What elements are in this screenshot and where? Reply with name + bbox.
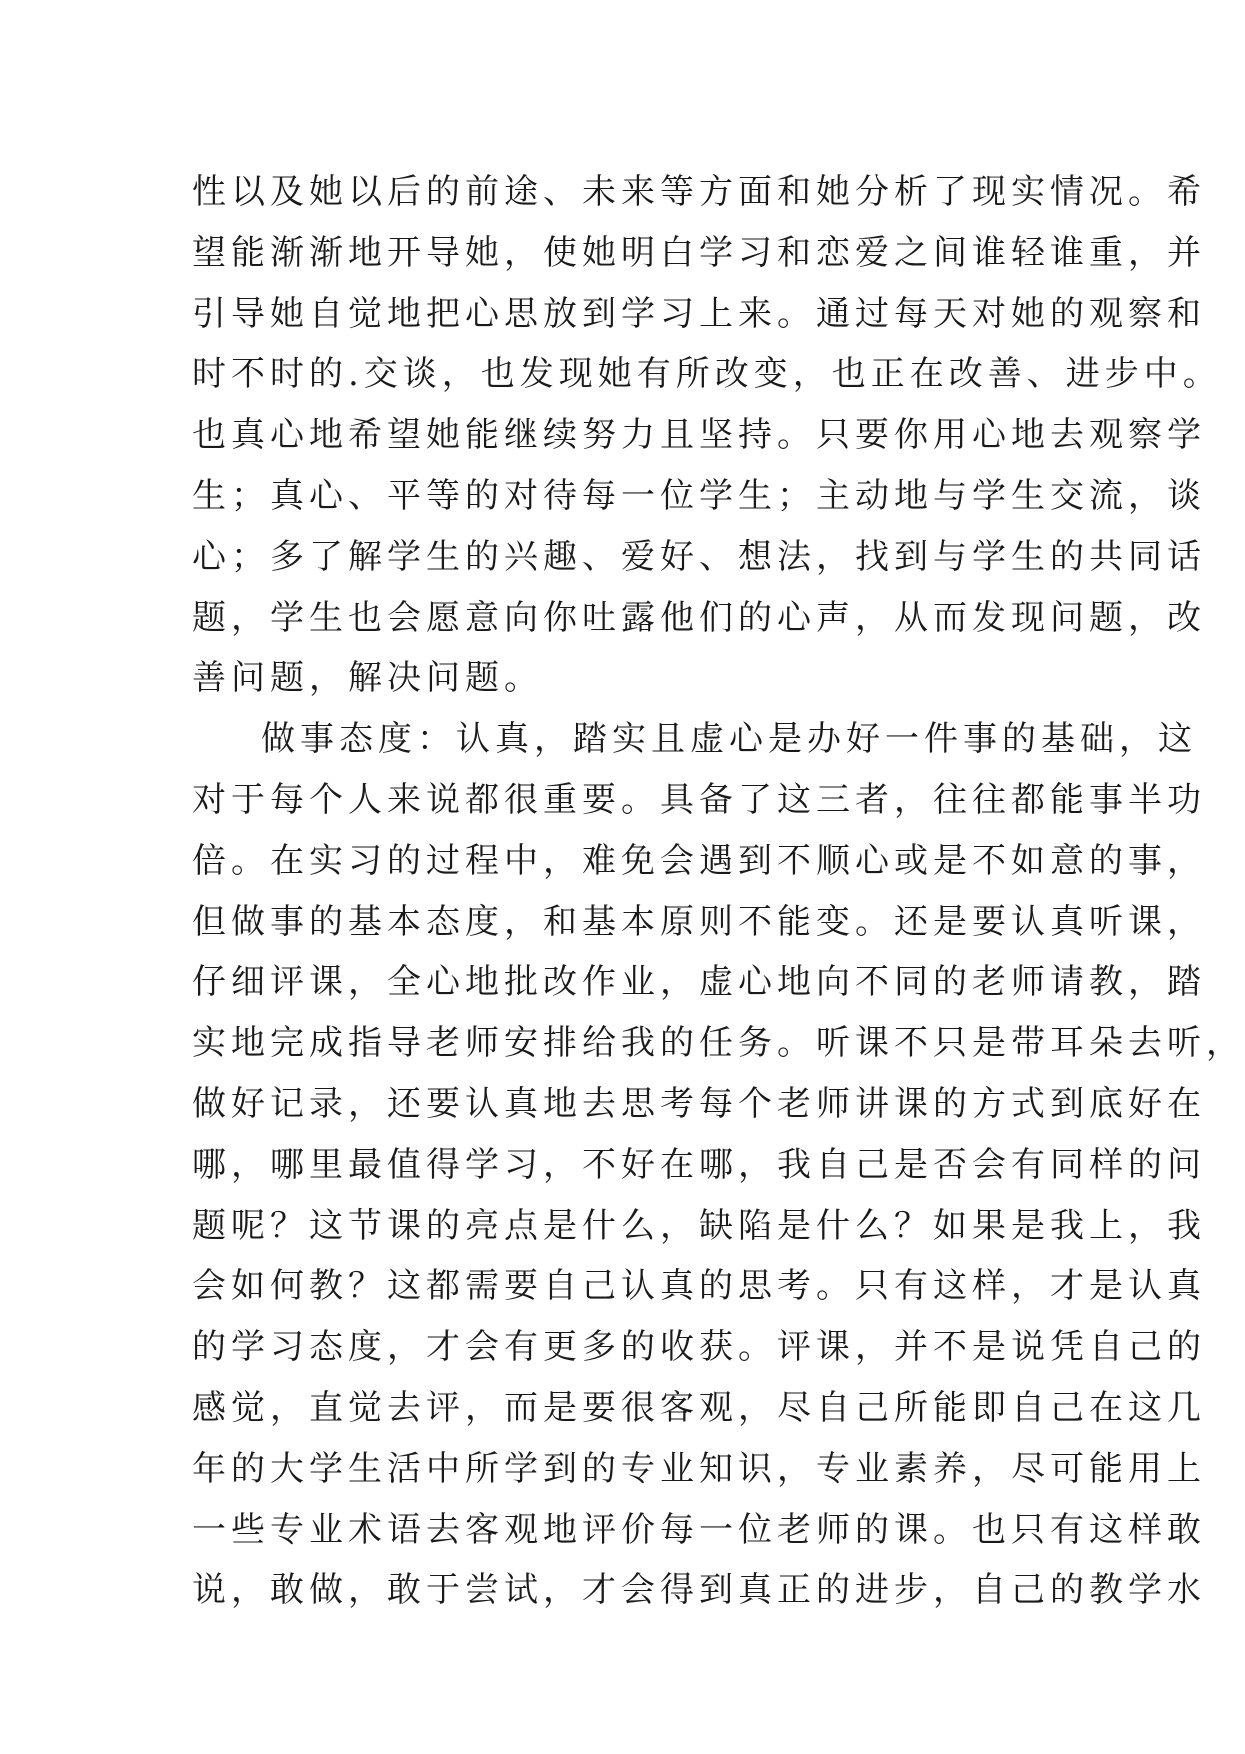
text-line: 题呢？这节课的亮点是什么，缺陷是什么？如果是我上，我 xyxy=(192,1205,1206,1246)
text-line: 做事态度：认真，踏实且虚心是办好一件事的基础，这 xyxy=(261,719,1197,760)
text-line: 感觉，直觉去评，而是要很客观，尽自己所能即自己在这几 xyxy=(192,1387,1206,1428)
text-line: 年的大学生活中所学到的专业知识，专业素养，尽可能用上 xyxy=(192,1448,1206,1489)
text-line: 做好记录，还要认真地去思考每个老师讲课的方式到底好在 xyxy=(192,1083,1206,1124)
text-line: 但做事的基本态度，和基本原则不能变。还是要认真听课， xyxy=(192,901,1206,942)
paragraph-2 xyxy=(192,709,1245,1621)
text-line: 实地完成指导老师安排给我的任务。听课不只是带耳朵去听， xyxy=(192,1023,1245,1064)
text-line: 时不时的.交谈，也发现她有所改变，也正在改善、进步中。 xyxy=(192,354,1222,395)
paragraph-1 xyxy=(192,162,1222,709)
text-line: 善问题，解决问题。 xyxy=(192,658,543,699)
text-line: 哪，哪里最值得学习，不好在哪，我自己是否会有同样的问 xyxy=(192,1144,1206,1185)
text-line: 生；真心、平等的对待每一位学生；主动地与学生交流，谈 xyxy=(192,475,1206,516)
text-line: 说，敢做，敢于尝试，才会得到真正的进步，自己的教学水 xyxy=(192,1570,1206,1611)
document-body xyxy=(192,162,1245,1621)
text-line: 性以及她以后的前途、未来等方面和她分析了现实情况。希 xyxy=(192,172,1206,212)
text-line: 心；多了解学生的兴趣、爱好、想法，找到与学生的共同话 xyxy=(192,536,1206,577)
text-line: 题，学生也会愿意向你吐露他们的心声，从而发现问题，改 xyxy=(192,597,1206,638)
text-line: 一些专业术语去客观地评价每一位老师的课。也只有这样敢 xyxy=(192,1509,1206,1550)
text-line: 仔细评课，全心地批改作业，虚心地向不同的老师请教，踏 xyxy=(192,962,1206,1003)
text-line: 的学习态度，才会有更多的收获。评课，并不是说凭自己的 xyxy=(192,1327,1206,1368)
text-line: 倍。在实习的过程中，难免会遇到不顺心或是不如意的事， xyxy=(192,840,1206,881)
text-line: 对于每个人来说都很重要。具备了这三者，往往都能事半功 xyxy=(192,779,1206,820)
text-line: 会如何教？这都需要自己认真的思考。只有这样，才是认真 xyxy=(192,1266,1206,1307)
text-line: 望能渐渐地开导她，使她明白学习和恋爱之间谁轻谁重，并 xyxy=(192,232,1206,273)
text-line: 也真心地希望她能继续努力且坚持。只要你用心地去观察学 xyxy=(192,415,1206,456)
text-line: 引导她自觉地把心思放到学习上来。通过每天对她的观察和 xyxy=(192,293,1206,334)
